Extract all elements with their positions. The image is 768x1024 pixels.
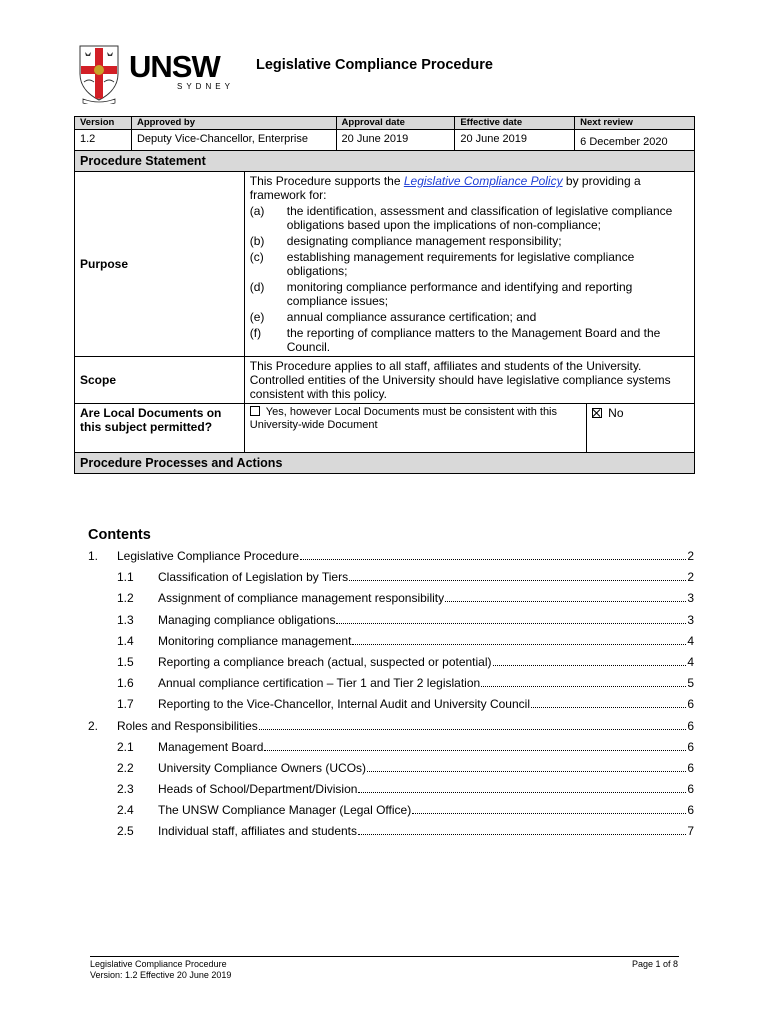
toc-entry-title: Classification of Legislation by Tiers bbox=[158, 570, 349, 585]
procedure-statement-heading: Procedure Statement bbox=[75, 151, 695, 172]
legislative-compliance-policy-link[interactable]: Legislative Compliance Policy bbox=[403, 174, 563, 188]
toc-entry-page: 6 bbox=[687, 739, 694, 754]
toc-entry-title: University Compliance Owners (UCOs) bbox=[158, 760, 367, 775]
header-effective-date: Effective date bbox=[455, 117, 575, 130]
toc-entry[interactable] bbox=[88, 676, 694, 697]
toc-entry-page: 3 bbox=[687, 612, 694, 627]
toc-entry-number: 2.5 bbox=[117, 824, 134, 839]
toc-entry-number: 1. bbox=[88, 549, 99, 563]
toc-entry-title: Managing compliance obligations bbox=[158, 612, 336, 627]
purpose-row bbox=[75, 172, 695, 357]
footer-page-number: Page 1 of 8 bbox=[631, 959, 678, 969]
no-checkbox-checked[interactable] bbox=[592, 408, 602, 418]
toc-entry-page: 6 bbox=[687, 782, 694, 797]
toc-dot-leader bbox=[531, 706, 686, 708]
toc-dot-leader bbox=[358, 791, 686, 793]
toc-entry-number: 1.6 bbox=[117, 676, 134, 691]
item-text: the identification, assessment and classification of legislative compliance obligations based upon the implications of non-compliance; bbox=[286, 204, 673, 232]
toc-entry-number: 1.5 bbox=[117, 654, 134, 669]
toc-entry-number: 2.2 bbox=[117, 760, 134, 775]
toc-entry-title: The UNSW Compliance Manager (Legal Office) bbox=[158, 803, 412, 818]
toc-entry[interactable] bbox=[88, 570, 694, 591]
toc-dot-leader bbox=[336, 622, 686, 624]
value-approval-date: 20 June 2019 bbox=[336, 130, 455, 158]
purpose-intro bbox=[250, 174, 689, 202]
toc-dot-leader bbox=[352, 643, 686, 645]
toc-entry-number: 1.7 bbox=[117, 697, 134, 712]
toc-entry-title: Reporting a compliance breach (actual, suspected or potential) bbox=[158, 654, 492, 669]
item-marker: (a) bbox=[249, 204, 265, 218]
value-version: 1.2 bbox=[75, 130, 132, 158]
item-marker: (c) bbox=[249, 250, 264, 264]
toc-entry-number: 2.4 bbox=[117, 803, 134, 818]
no-option-text: No bbox=[608, 406, 624, 420]
toc-entry-title: Heads of School/Department/Division bbox=[158, 782, 358, 797]
toc-entry[interactable] bbox=[88, 719, 694, 740]
toc-dot-leader bbox=[259, 728, 687, 730]
contents-title: Contents bbox=[88, 527, 151, 543]
toc-entry-title: Management Board bbox=[158, 739, 264, 754]
toc-entry-number: 1.1 bbox=[117, 570, 134, 585]
toc-dot-leader bbox=[358, 833, 686, 835]
toc-entry[interactable] bbox=[88, 613, 694, 634]
purpose-intro-text: This Procedure supports the bbox=[249, 174, 404, 188]
value-next-review: 6 December 2020 bbox=[575, 130, 695, 158]
logo-wordmark: UNSW bbox=[129, 49, 220, 84]
toc-entry-page: 6 bbox=[687, 803, 694, 818]
unsw-crest-icon bbox=[77, 44, 121, 104]
toc-entry[interactable] bbox=[88, 591, 694, 612]
toc-dot-leader bbox=[349, 579, 686, 581]
purpose-item bbox=[250, 234, 689, 248]
purpose-item bbox=[250, 280, 689, 308]
toc-entry-page: 7 bbox=[687, 824, 694, 839]
toc-entry-number: 2.1 bbox=[117, 739, 134, 754]
toc-entry-page: 6 bbox=[687, 697, 694, 712]
toc-entry-title: Legislative Compliance Procedure bbox=[117, 549, 300, 563]
logo-subtitle: SYDNEY bbox=[177, 82, 234, 91]
unsw-logo bbox=[77, 44, 234, 106]
item-text: designating compliance management responsibility; bbox=[286, 234, 562, 248]
purpose-content bbox=[244, 172, 694, 357]
toc-dot-leader bbox=[481, 685, 686, 687]
toc-entry-page: 2 bbox=[687, 549, 694, 563]
toc-entry-number: 1.3 bbox=[117, 612, 134, 627]
toc-dot-leader bbox=[264, 749, 686, 751]
header-version: Version bbox=[75, 117, 132, 130]
toc-entry-page: 4 bbox=[687, 654, 694, 669]
toc-dot-leader bbox=[412, 812, 686, 814]
toc-dot-leader bbox=[493, 664, 687, 666]
toc-dot-leader bbox=[300, 558, 686, 560]
approval-header-row bbox=[75, 117, 695, 130]
purpose-item bbox=[250, 310, 689, 324]
toc-entry-page: 2 bbox=[687, 570, 694, 585]
procedure-processes-heading: Procedure Processes and Actions bbox=[75, 453, 695, 474]
value-effective-date: 20 June 2019 bbox=[455, 130, 575, 158]
toc-entry-number: 2. bbox=[88, 718, 99, 733]
toc-entry-title: Roles and Responsibilities bbox=[117, 718, 258, 733]
item-marker: (f) bbox=[249, 326, 262, 340]
local-documents-no bbox=[587, 404, 695, 453]
scope-label: Scope bbox=[75, 357, 245, 404]
item-marker: (e) bbox=[249, 310, 265, 324]
toc-entry[interactable] bbox=[88, 761, 694, 782]
yes-checkbox[interactable] bbox=[250, 406, 260, 416]
toc-dot-leader bbox=[367, 770, 686, 772]
toc-entry-page: 6 bbox=[687, 760, 694, 775]
toc-entry[interactable] bbox=[88, 803, 694, 824]
item-text: establishing management requirements for legislative compliance obligations; bbox=[286, 250, 635, 278]
toc-entry-title: Reporting to the Vice-Chancellor, Internal Audit and University Council bbox=[158, 697, 530, 712]
item-marker: (d) bbox=[249, 280, 265, 294]
toc-entry[interactable] bbox=[88, 740, 694, 761]
item-text: the reporting of compliance matters to the Management Board and the Council. bbox=[286, 326, 661, 354]
toc-entry-title: Assignment of compliance management responsibility bbox=[158, 591, 445, 606]
toc-entry[interactable] bbox=[88, 634, 694, 655]
footer-version: Version: 1.2 Effective 20 June 2019 bbox=[90, 970, 232, 980]
toc-entry-page: 4 bbox=[687, 633, 694, 648]
item-text: monitoring compliance performance and identifying and reporting compliance issues; bbox=[286, 280, 633, 308]
purpose-label: Purpose bbox=[75, 172, 245, 357]
scope-text: This Procedure applies to all staff, affiliates and students of the University. Controlled entities of the University should have legislative compliance systems consistent with this policy. bbox=[244, 357, 694, 404]
procedure-table bbox=[74, 150, 695, 474]
scope-row bbox=[75, 357, 695, 404]
toc-entry-title: Individual staff, affiliates and students bbox=[158, 824, 358, 839]
toc-entry-title: Annual compliance certification – Tier 1 and Tier 2 legislation bbox=[158, 676, 481, 691]
item-marker: (b) bbox=[249, 234, 265, 248]
toc-entry[interactable] bbox=[88, 655, 694, 676]
header-approval-date: Approval date bbox=[336, 117, 455, 130]
local-documents-yes bbox=[244, 404, 586, 453]
footer-title: Legislative Compliance Procedure bbox=[90, 959, 227, 969]
purpose-item bbox=[250, 204, 689, 232]
document-title: Legislative Compliance Procedure bbox=[256, 57, 493, 73]
yes-option-text: Yes, however Local Documents must be consistent with this University-wide Document bbox=[249, 406, 558, 431]
value-approved-by: Deputy Vice-Chancellor, Enterprise bbox=[131, 130, 336, 158]
header-approved-by: Approved by bbox=[131, 117, 336, 130]
toc-entry-number: 1.2 bbox=[117, 591, 134, 606]
header-next-review: Next review bbox=[575, 117, 695, 130]
table-of-contents bbox=[88, 549, 694, 846]
toc-entry-page: 5 bbox=[687, 676, 694, 691]
purpose-item bbox=[250, 250, 689, 278]
item-text: annual compliance assurance certification; and bbox=[286, 310, 537, 324]
toc-entry-title: Monitoring compliance management bbox=[158, 633, 352, 648]
toc-dot-leader bbox=[445, 600, 686, 602]
local-documents-label: Are Local Documents on this subject permitted? bbox=[75, 404, 245, 453]
toc-entry-number: 1.4 bbox=[117, 633, 134, 648]
purpose-item bbox=[250, 326, 689, 354]
footer-left bbox=[90, 959, 231, 981]
local-documents-row bbox=[75, 404, 695, 453]
toc-entry-page: 3 bbox=[687, 591, 694, 606]
toc-entry[interactable] bbox=[88, 824, 694, 845]
footer-divider bbox=[90, 956, 679, 957]
toc-entry[interactable] bbox=[88, 549, 694, 570]
purpose-intro-text-end: by providing a framework for: bbox=[249, 174, 641, 202]
toc-entry-number: 2.3 bbox=[117, 782, 134, 797]
toc-entry[interactable] bbox=[88, 782, 694, 803]
toc-entry-page: 6 bbox=[687, 718, 694, 733]
toc-entry[interactable] bbox=[88, 697, 694, 718]
